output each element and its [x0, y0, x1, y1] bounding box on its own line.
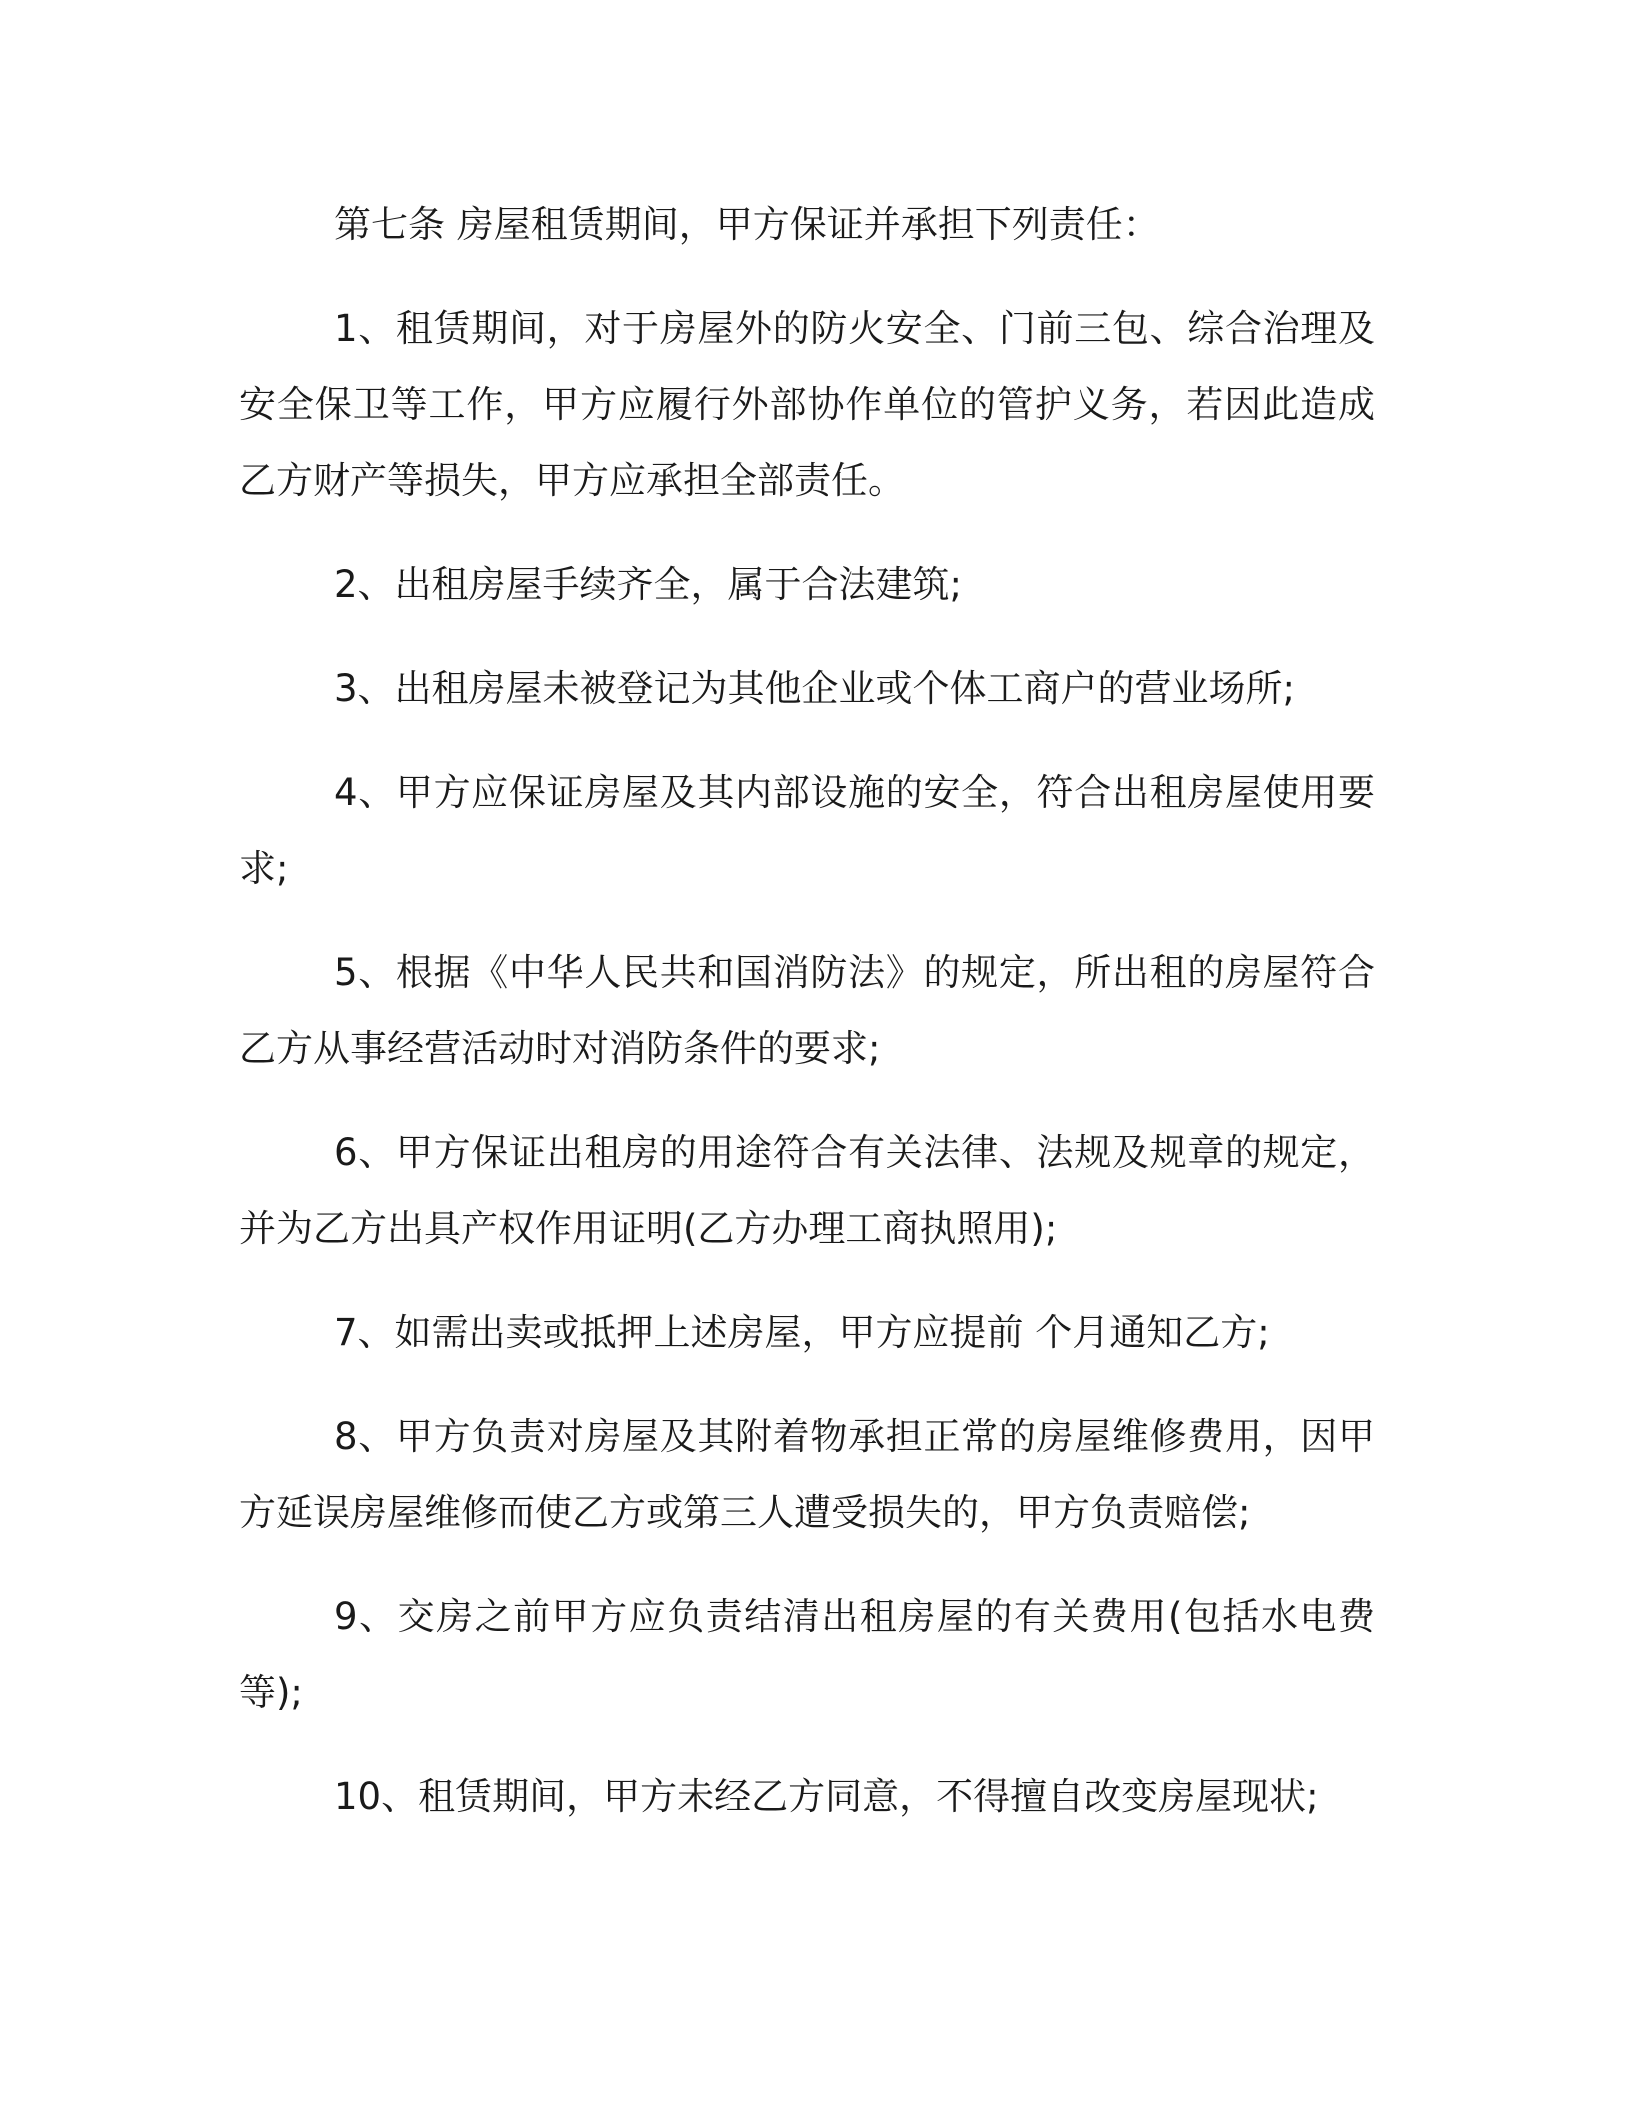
document-body — [239, 187, 1375, 1835]
clause-2: 2、出租房屋手续齐全，属于合法建筑; — [334, 563, 963, 606]
clause-4: 4、甲方应保证房屋及其内部设施的安全，符合出租房屋使用要求; — [239, 771, 1375, 890]
clause-1: 1、租赁期间，对于房屋外的防火安全、门前三包、综合治理及安全保卫等工作，甲方应履行外部协作单位的管护义务，若因此造成乙方财产等损失，甲方应承担全部责任。 — [239, 307, 1375, 502]
clause-6: 6、甲方保证出租房的用途符合有关法律、法规及规章的规定，并为乙方出具产权作用证明(乙方办理工商执照用); — [239, 1131, 1375, 1250]
clause-8: 8、甲方负责对房屋及其附着物承担正常的房屋维修费用，因甲方延误房屋维修而使乙方或第三人遭受损失的，甲方负责赔偿; — [239, 1415, 1375, 1534]
clause-3: 3、出租房屋未被登记为其他企业或个体工商户的营业场所; — [334, 667, 1296, 710]
clause-9: 9、交房之前甲方应负责结清出租房屋的有关费用(包括水电费等); — [239, 1595, 1375, 1714]
article-heading: 第七条 房屋租赁期间，甲方保证并承担下列责任： — [334, 203, 1160, 246]
clause-10: 10、租赁期间，甲方未经乙方同意，不得擅自改变房屋现状; — [334, 1775, 1319, 1818]
clause-7: 7、如需出卖或抵押上述房屋，甲方应提前 个月通知乙方; — [334, 1311, 1270, 1354]
clause-5: 5、根据《中华人民共和国消防法》的规定，所出租的房屋符合乙方从事经营活动时对消防条件的要求; — [239, 951, 1375, 1070]
